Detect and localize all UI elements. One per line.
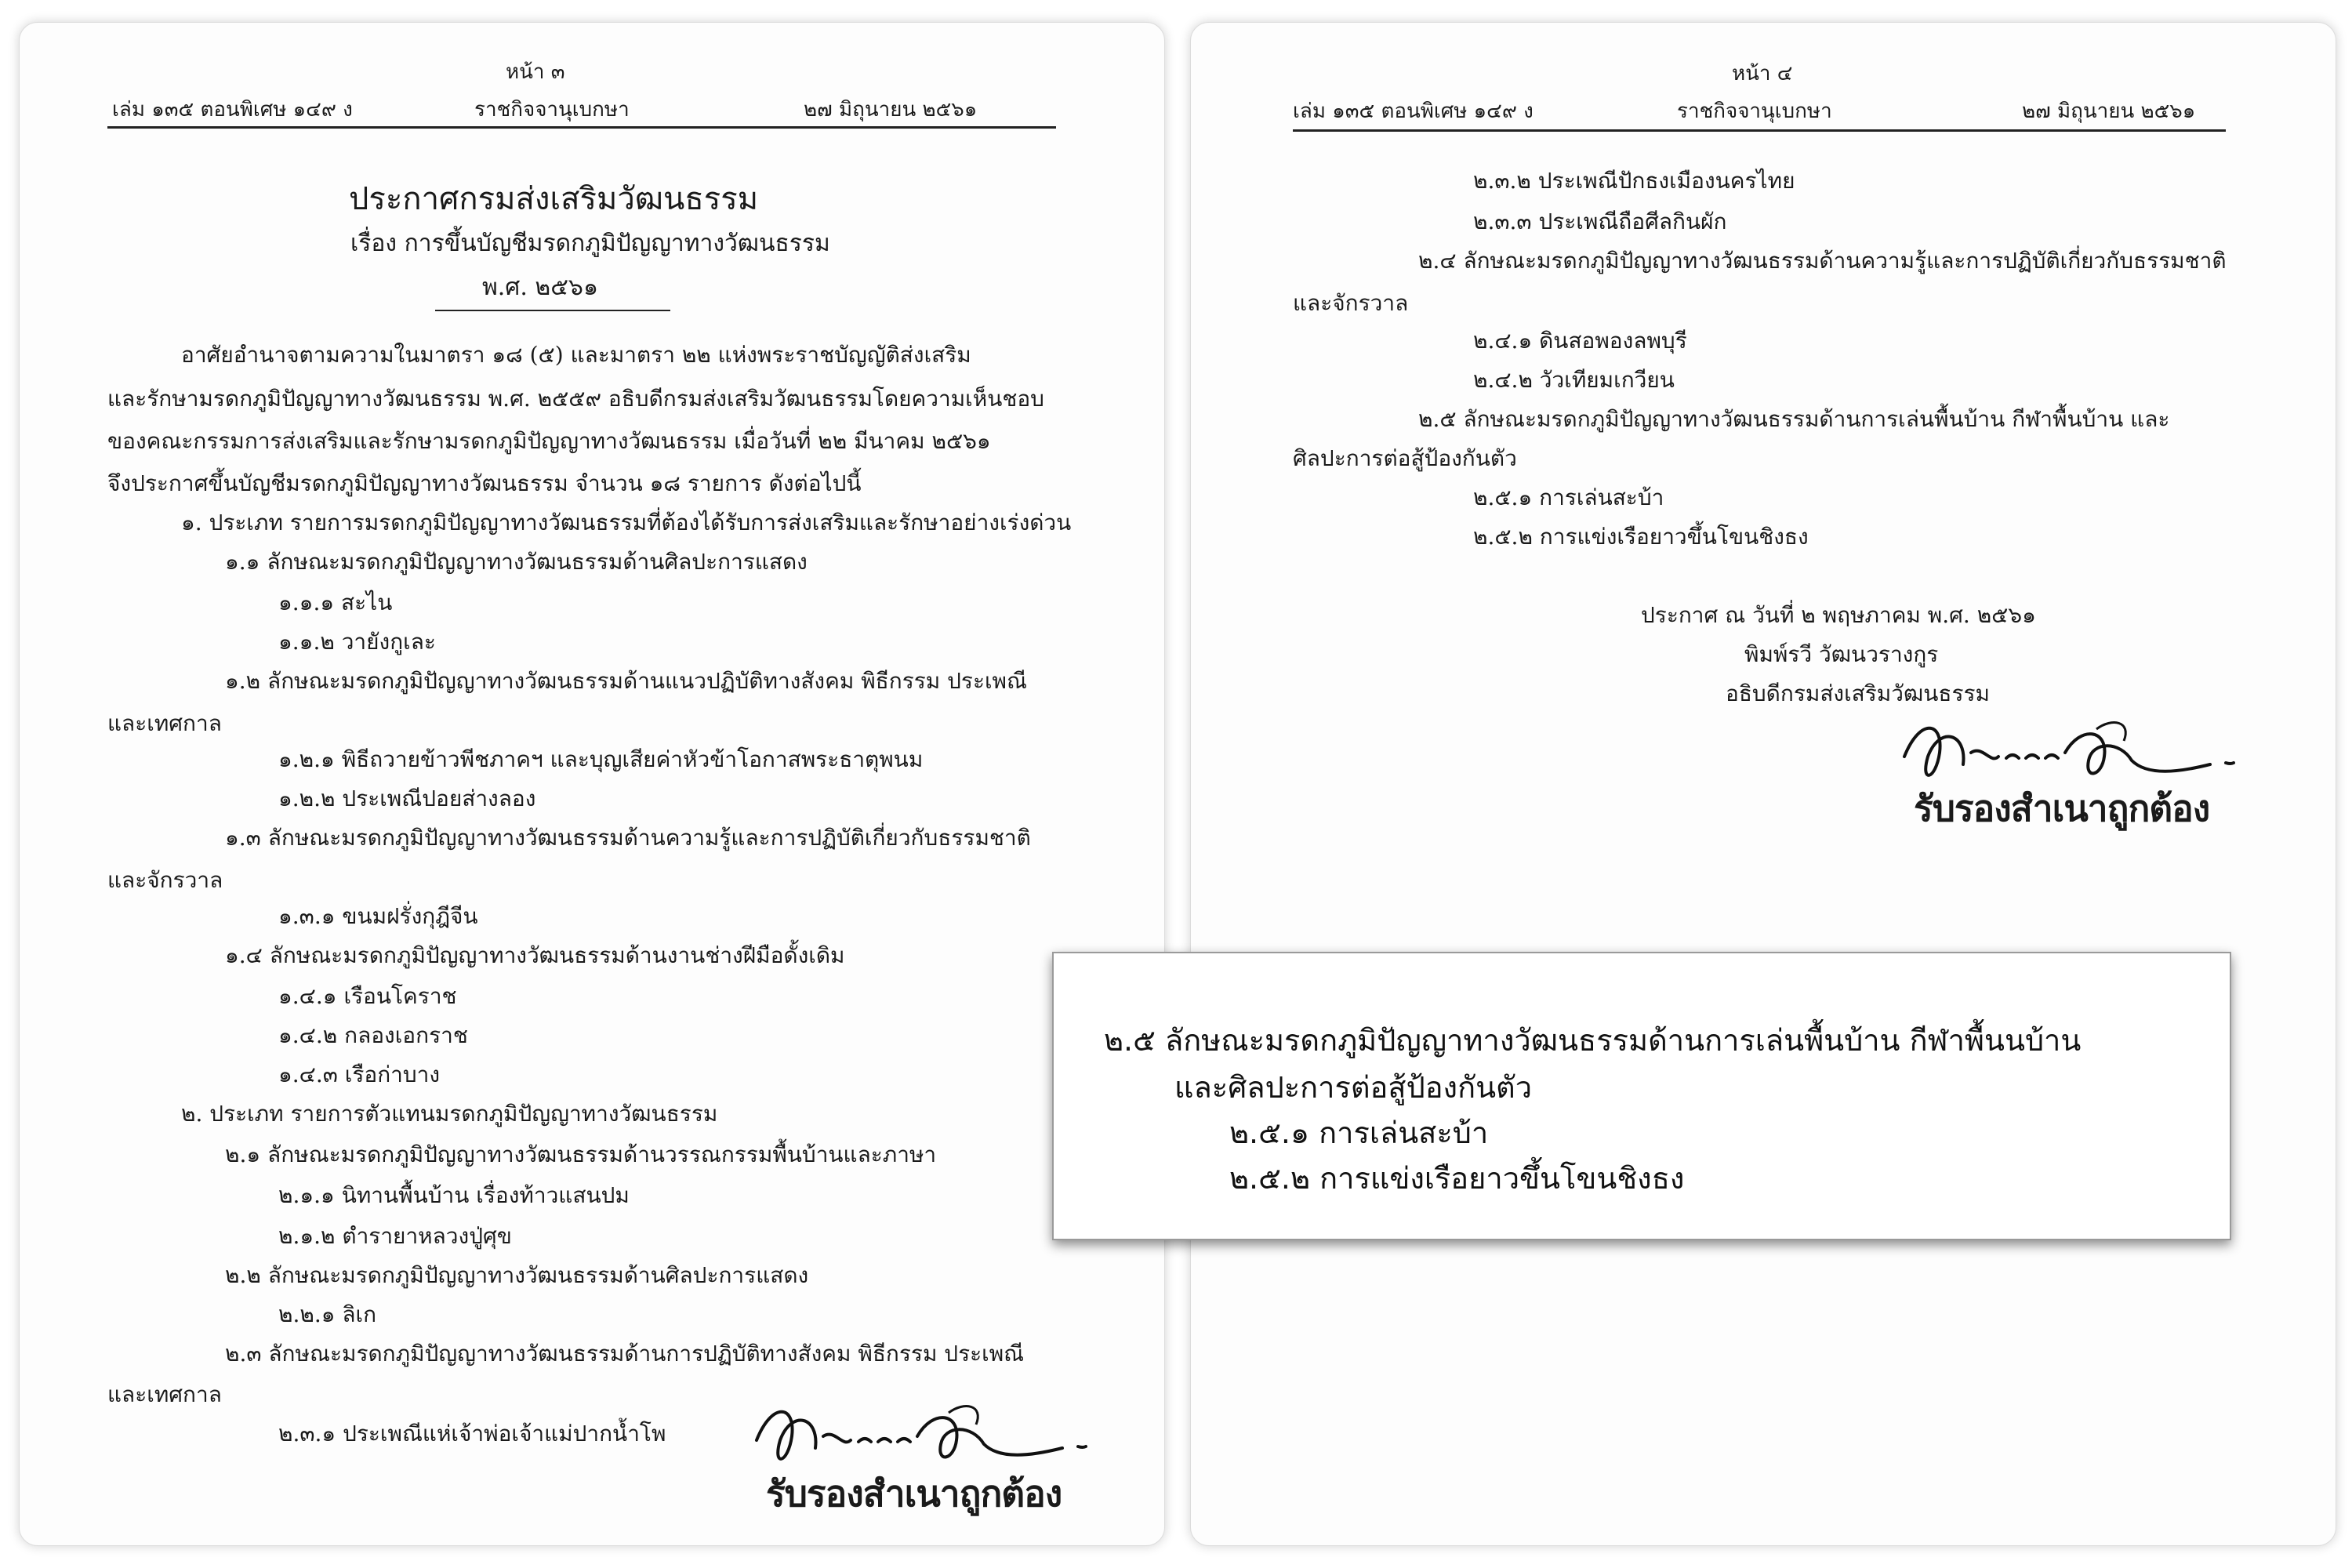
list-item: ๒. ประเภท รายการตัวแทนมรดกภูมิปัญญาทางวัฒนธรรม [181, 1101, 718, 1127]
list-item: ๒.๑ ลักษณะมรดกภูมิปัญญาทางวัฒนธรรมด้านวรรณกรรมพื้นบ้านและภาษา [225, 1142, 937, 1167]
list-item: ๒.๕.๒ การแข่งเรือยาวขึ้นโขนชิงธง [1473, 524, 1809, 550]
list-item: ๑.๑.๒ วายังกูเละ [278, 629, 436, 655]
list-item: ๒.๒ ลักษณะมรดกภูมิปัญญาทางวัฒนธรรมด้านศิลปะการแสดง [225, 1262, 809, 1288]
list-item: ๑.๒.๒ ประเพณีปอยส่างลอง [278, 786, 536, 811]
right-document-page [1190, 22, 2336, 1546]
gazette-date: ๒๗ มิถุนายน ๒๕๖๑ [2022, 100, 2196, 123]
list-item: ๑.๒.๑ พิธีถวายข้าวพีชภาคฯ และบุญเสียค่าหัวข้าโอกาสพระธาตุพนม [278, 746, 924, 772]
list-item: ศิลปะการต่อสู้ป้องกันตัว [1293, 445, 1517, 471]
list-item: ๒.๒.๑ ลิเก [278, 1301, 377, 1327]
gazette-name: ราชกิจจานุเบกษา [1677, 100, 1832, 123]
header-rule [1293, 129, 2226, 132]
list-item: ๒.๓ ลักษณะมรดกภูมิปัญญาทางวัฒนธรรมด้านการปฏิบัติทางสังคม พิธีกรรม ประเพณี [225, 1341, 1025, 1367]
body-line: และรักษามรดกภูมิปัญญาทางวัฒนธรรม พ.ศ. ๒๕๕๙ อธิบดีกรมส่งเสริมวัฒนธรรมโดยความเห็นชอบ [107, 386, 1044, 412]
list-item: ๑.๔.๑ เรือนโคราช [278, 983, 457, 1009]
list-item: ๒.๓.๓ ประเพณีถือศีลกินผัก [1473, 209, 1727, 234]
announcement-year: พ.ศ. ๒๕๖๑ [482, 274, 598, 301]
body-line: จึงประกาศขึ้นบัญชีมรดกภูมิปัญญาทางวัฒนธรรม จำนวน ๑๘ รายการ ดังต่อไปนี้ [107, 470, 862, 496]
list-item: และจักรวาล [107, 867, 223, 893]
body-line: ของคณะกรรมการส่งเสริมและรักษามรดกภูมิปัญญาทางวัฒนธรรม เมื่อวันที่ ๒๒ มีนาคม ๒๕๖๑ [107, 428, 991, 454]
list-item: ๑.๔.๒ กลองเอกราช [278, 1022, 468, 1048]
list-item: ๑.๑.๑ สะไน [278, 590, 393, 615]
title-rule [435, 310, 670, 311]
list-item: ๑.๔.๓ เรือก่าบาง [278, 1062, 441, 1087]
list-item: ๑.๑ ลักษณะมรดกภูมิปัญญาทางวัฒนธรรมด้านศิลปะการแสดง [225, 549, 808, 575]
list-item: และจักรวาล [1293, 290, 1409, 316]
list-item: ๒.๓.๑ ประเพณีแห่เจ้าพ่อเจ้าแม่ปากน้ำโพ [278, 1421, 666, 1446]
list-item: ๒.๓.๒ ประเพณีปักธงเมืองนครไทย [1473, 168, 1795, 194]
gazette-date: ๒๗ มิถุนายน ๒๕๖๑ [804, 98, 978, 122]
certified-true-copy-stamp: รับรองสำเนาถูกต้อง [766, 1472, 1062, 1515]
zoom-line: ๒.๕ ลักษณะมรดกภูมิปัญญาทางวัฒนธรรมด้านการเล่นพื้นบ้าน กีฬาพื้นนบ้าน [1104, 1023, 2082, 1058]
list-item: และเทศกาล [107, 1381, 222, 1407]
announcement-subject: เรื่อง การขึ้นบัญชีมรดกภูมิปัญญาทางวัฒนธรรม [350, 230, 830, 257]
zoom-line: ๒.๕.๑ การเล่นสะบ้า [1229, 1116, 1489, 1150]
left-document-page [19, 22, 1165, 1546]
gazette-volume: เล่ม ๑๓๕ ตอนพิเศษ ๑๔๙ ง [112, 98, 353, 122]
list-item: ๒.๑.๑ นิทานพื้นบ้าน เรื่องท้าวแสนปม [278, 1182, 630, 1208]
header-rule [107, 126, 1056, 129]
page-number: หน้า ๔ [1732, 62, 1793, 85]
page-number: หน้า ๓ [506, 60, 565, 84]
signer-position: อธิบดีกรมส่งเสริมวัฒนธรรม [1726, 681, 1991, 706]
body-line: อาศัยอำนาจตามความในมาตรา ๑๘ (๕) และมาตรา ๒๒ แห่งพระราชบัญญัติส่งเสริม [181, 342, 971, 368]
zoom-line: และศิลปะการต่อสู้ป้องกันตัว [1174, 1070, 1533, 1105]
list-item: ๑.๔ ลักษณะมรดกภูมิปัญญาทางวัฒนธรรมด้านงานช่างฝีมือดั้งเดิม [225, 942, 845, 968]
signer-name: พิมพ์รวี วัฒนวรางกูร [1744, 641, 1939, 667]
list-item: และเทศกาล [107, 710, 222, 736]
list-item: ๒.๔.๑ ดินสอพองลพบุรี [1473, 328, 1687, 354]
list-item: ๑.๓ ลักษณะมรดกภูมิปัญญาทางวัฒนธรรมด้านความรู้และการปฏิบัติเกี่ยวกับธรรมชาติ [225, 825, 1031, 851]
list-item: ๒.๔ ลักษณะมรดกภูมิปัญญาทางวัฒนธรรมด้านความรู้และการปฏิบัติเกี่ยวกับธรรมชาติ [1418, 248, 2227, 274]
list-item: ๑. ประเภท รายการมรดกภูมิปัญญาทางวัฒนธรรมที่ต้องได้รับการส่งเสริมและรักษาอย่างเร่งด่วน [181, 510, 1072, 535]
list-item: ๒.๕.๑ การเล่นสะบ้า [1473, 485, 1664, 510]
list-item: ๑.๓.๑ ขนมฝรั่งกุฎีจีน [278, 903, 478, 929]
list-item: ๒.๔.๒ วัวเทียมเกวียน [1473, 367, 1675, 393]
list-item: ๑.๒ ลักษณะมรดกภูมิปัญญาทางวัฒนธรรมด้านแนวปฏิบัติทางสังคม พิธีกรรม ประเพณี [225, 668, 1027, 694]
certified-true-copy-stamp: รับรองสำเนาถูกต้อง [1914, 787, 2210, 829]
zoomed-excerpt-box [1052, 952, 2231, 1240]
announcement-date: ประกาศ ณ วันที่ ๒ พฤษภาคม พ.ศ. ๒๕๖๑ [1641, 602, 2036, 628]
zoom-line: ๒.๕.๒ การแข่งเรือยาวขึ้นโขนชิงธง [1229, 1161, 1685, 1196]
gazette-volume: เล่ม ๑๓๕ ตอนพิเศษ ๑๔๙ ง [1293, 100, 1534, 123]
list-item: ๒.๕ ลักษณะมรดกภูมิปัญญาทางวัฒนธรรมด้านการเล่นพื้นบ้าน กีฬาพื้นบ้าน และ [1418, 406, 2170, 432]
list-item: ๒.๑.๒ ตำรายาหลวงปู่ศุข [278, 1223, 512, 1249]
announcement-title: ประกาศกรมส่งเสริมวัฒนธรรม [349, 181, 759, 217]
gazette-name: ราชกิจจานุเบกษา [474, 98, 630, 122]
